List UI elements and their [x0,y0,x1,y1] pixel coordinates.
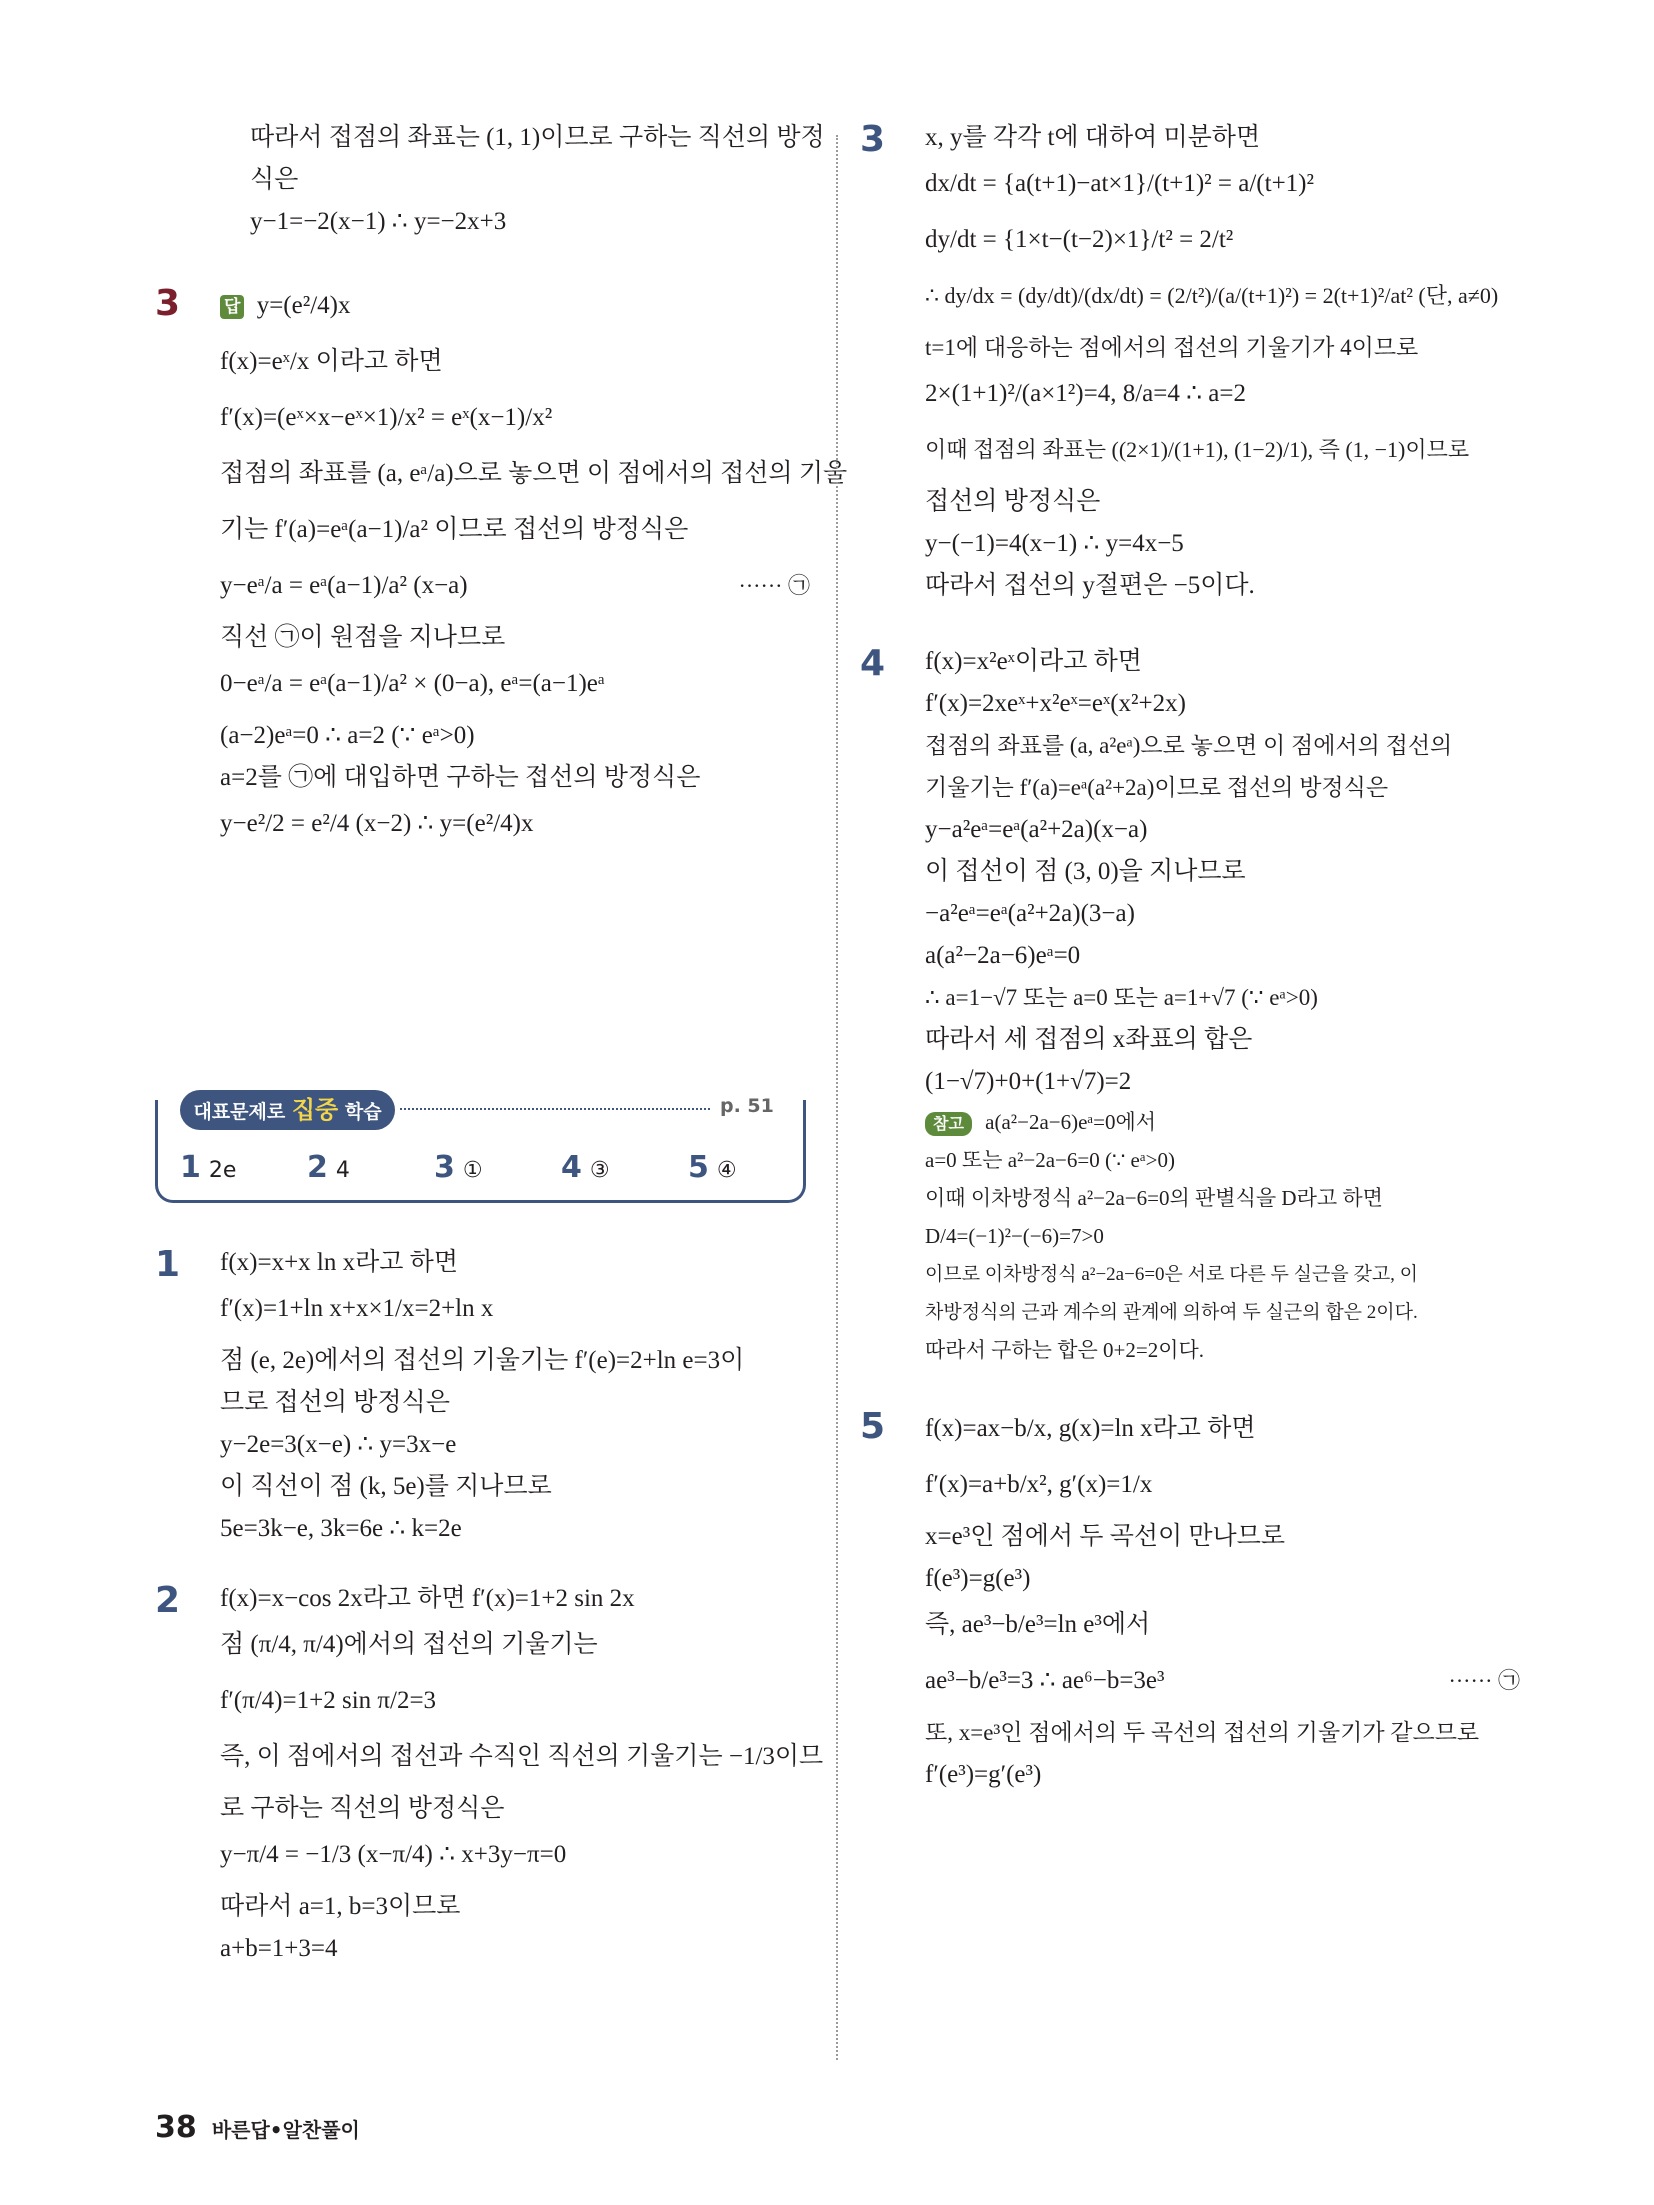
equation-mark: ······ ㉠ [738,573,810,598]
text-line: y−(−1)=4(x−1) ∴ y=4x−5 [925,530,1184,557]
answer-item-value: 2e [208,1158,237,1183]
text-line: y−a²eᵃ=eᵃ(a²+2a)(x−a) [925,816,1148,843]
text-line: 즉, ae³−b/e³=ln e³에서 [925,1611,1151,1638]
question-5-solution [860,1407,1520,1793]
answer-item [307,1150,427,1185]
text-line: 따라서 세 접점의 x좌표의 합은 [925,1026,1253,1053]
text-line: 0−eᵃ/a = eᵃ(a−1)/a² × (0−a), eᵃ=(a−1)eᵃ [220,670,605,697]
text-line: f′(x)=a+b/x², g′(x)=1/x [925,1471,1153,1498]
right-column [860,120,1520,1799]
text-line: y−2e=3(x−e) ∴ y=3x−e [220,1431,457,1458]
answer-summary-tab [180,1090,395,1130]
text-line: 기울기는 f′(a)=eᵃ(a²+2a)이므로 접선의 방정식은 [925,775,1389,800]
text-line: f′(x)=2xeˣ+x²eˣ=eˣ(x²+2x) [925,690,1186,717]
text-line: ∴ dy/dx = (dy/dt)/(dx/dt) = (2/t²)/(a/(t+1)²) = 2(t+1)²/at² (단, a≠0) [925,283,1499,308]
text-line: 기는 f′(a)=eᵃ(a−1)/a² 이므로 접선의 방정식은 [220,516,689,543]
text-line: 점 (π/4, π/4)에서의 접선의 기울기는 [220,1631,598,1658]
text-line: 점 (e, 2e)에서의 접선의 기울기는 f′(e)=2+ln e=3이 [220,1347,745,1374]
text-line: −a²eᵃ=eᵃ(a²+2a)(3−a) [925,900,1135,927]
answer-value: y=(e²/4)x [256,292,351,319]
text-line: 5e=3k−e, 3k=6e ∴ k=2e [220,1515,462,1542]
text-line: f′(x)=1+ln x+x×1/x=2+ln x [220,1295,494,1322]
text-line: f′(π/4)=1+2 sin π/2=3 [220,1687,437,1714]
note-badge: 참고 [925,1112,972,1136]
question-2-solution [155,1580,824,1967]
answer-item-number: 5 [688,1150,709,1185]
text-line: 접점의 좌표를 (a, a²eᵃ)으로 놓으면 이 점에서의 접선의 [925,733,1453,758]
text-line: f′(x)=(eˣ×x−eˣ×1)/x² = eˣ(x−1)/x² [220,404,553,431]
text-line: a+b=1+3=4 [220,1935,338,1962]
note-text: a(a²−2a−6)eᵃ=0에서 [985,1110,1157,1134]
equation-text: y−eᵃ/a = eᵃ(a−1)/a² (x−a) [220,572,468,599]
problem-number: 3 [155,283,181,324]
text-line: 식은 [250,166,299,193]
answer-item [561,1150,681,1185]
text-line: 따라서 a=1, b=3이므로 [220,1893,461,1920]
problem-number: 1 [155,1244,181,1285]
text-line: f′(e³)=g′(e³) [925,1761,1042,1788]
answer-item-value: ④ [716,1158,737,1183]
left-column-lower [155,1244,824,1973]
note-line: D/4=(−1)²−(−6)=7>0 [925,1224,1104,1248]
text-line: f(x)=eˣ/x 이라고 하면 [220,348,443,375]
text-line: f(x)=x²eˣ이라고 하면 [925,648,1142,675]
text-line: a(a²−2a−6)eᵃ=0 [925,942,1081,969]
text-line: 즉, 이 점에서의 접선과 수직인 직선의 기울기는 −1/3이므 [220,1743,824,1770]
intro-block [155,120,825,240]
text-line: t=1에 대응하는 점에서의 접선의 기울기가 4이므로 [925,335,1419,360]
text-line: f(x)=x+x ln x라고 하면 [220,1249,458,1276]
page-footer [155,2110,360,2145]
problem-number: 5 [860,1406,886,1447]
text-line: ∴ a=1−√7 또는 a=0 또는 a=1+√7 (∵ eᵃ>0) [925,985,1318,1010]
text-line: dy/dt = {1×t−(t−2)×1}/t² = 2/t² [925,226,1234,253]
note-line: 이때 이차방정식 a²−2a−6=0의 판별식을 D라고 하면 [925,1186,1383,1210]
book-label: 바른답•알찬풀이 [211,2118,360,2142]
answer-item-number: 4 [561,1150,582,1185]
note-line: 이므로 이차방정식 a²−2a−6=0은 서로 다른 두 실근을 갖고, 이 [925,1264,1419,1285]
text-line: 2×(1+1)²/(a×1²)=4, 8/a=4 ∴ a=2 [925,380,1246,407]
text-line: 이 직선이 점 (k, 5e)를 지나므로 [220,1473,552,1500]
dotted-leader [400,1108,710,1110]
answer-badge: 답 [220,295,244,319]
tab-label-highlight: 집중 [291,1096,339,1124]
left-column [155,120,848,858]
note-line: a=0 또는 a²−2a−6=0 (∵ eᵃ>0) [925,1148,1175,1172]
answer-item-value: ① [462,1158,483,1183]
answer-list [180,1150,808,1185]
text-line: 또, x=e³인 점에서의 두 곡선의 접선의 기울기가 같으므로 [925,1720,1480,1745]
text-line: f(x)=ax−b/x, g(x)=ln x라고 하면 [925,1415,1256,1442]
text-line: 직선 ㉠이 원점을 지나므로 [220,624,506,651]
text-line: (1−√7)+0+(1+√7)=2 [925,1068,1132,1095]
text-line: y−e²/2 = e²/4 (x−2) ∴ y=(e²/4)x [220,810,534,837]
text-line: (a−2)eᵃ=0 ∴ a=2 (∵ eᵃ>0) [220,722,475,749]
equation-text: ae³−b/e³=3 ∴ ae⁶−b=3e³ [925,1667,1165,1694]
answer-item-number: 2 [307,1150,328,1185]
equation-line [220,564,810,608]
answer-item [434,1150,554,1185]
answer-item-number: 3 [434,1150,455,1185]
text-line: 이때 접점의 좌표는 ((2×1)/(1+1), (1−2)/1), 즉 (1, −1)이므로 [925,437,1470,462]
answer-line [220,284,810,328]
text-line: f(x)=x−cos 2x라고 하면 f′(x)=1+2 sin 2x [220,1585,635,1612]
text-line: 따라서 접선의 y절편은 −5이다. [925,572,1255,599]
answer-item-value: ③ [589,1158,610,1183]
note-line [925,1106,1520,1139]
tab-label-c: 학습 [338,1101,382,1123]
text-line: y−1=−2(x−1) ∴ y=−2x+3 [250,208,507,235]
column-divider [836,135,838,2060]
text-line: 접선의 방정식은 [925,488,1101,515]
page-reference: p. 51 [720,1095,774,1117]
note-line: 차방정식의 근과 계수의 관계에 의하여 두 실근의 합은 2이다. [925,1302,1418,1323]
text-line: 이 접선이 점 (3, 0)을 지나므로 [925,858,1246,885]
text-line: x, y를 각각 t에 대하여 미분하면 [925,124,1261,151]
text-line: x=e³인 점에서 두 곡선이 만나므로 [925,1523,1285,1550]
text-line: f(e³)=g(e³) [925,1565,1031,1592]
tab-label-a: 대표문제로 [193,1101,292,1123]
text-line: 접점의 좌표를 (a, eᵃ/a)으로 놓으면 이 점에서의 접선의 기울 [220,460,848,487]
problem-number: 4 [860,643,886,684]
question-3-solution [860,120,1520,604]
answer-item [180,1150,300,1185]
problem-number: 2 [155,1580,181,1621]
text-line: 므로 접선의 방정식은 [220,1389,450,1416]
text-line: 로 구하는 직선의 방정식은 [220,1795,505,1822]
question-4-solution [860,644,1520,1367]
note-line: 따라서 구하는 합은 0+2=2이다. [925,1338,1205,1362]
equation-line [925,1659,1520,1703]
answer-item-number: 1 [180,1150,201,1185]
problem-3-solution [155,283,848,846]
answer-item-value: 4 [335,1158,350,1183]
problem-number: 3 [860,119,886,160]
equation-mark: ······ ㉠ [1448,1668,1520,1693]
text-line: dx/dt = {a(t+1)−at×1}/(t+1)² = a/(t+1)² [925,170,1314,197]
text-line: y−π/4 = −1/3 (x−π/4) ∴ x+3y−π=0 [220,1841,567,1868]
answer-item [688,1150,808,1185]
page-number: 38 [155,2110,197,2145]
text-line: a=2를 ㉠에 대입하면 구하는 접선의 방정식은 [220,764,701,791]
question-1-solution [155,1245,810,1547]
text-line: 따라서 접점의 좌표는 (1, 1)이므로 구하는 직선의 방정 [250,124,825,151]
